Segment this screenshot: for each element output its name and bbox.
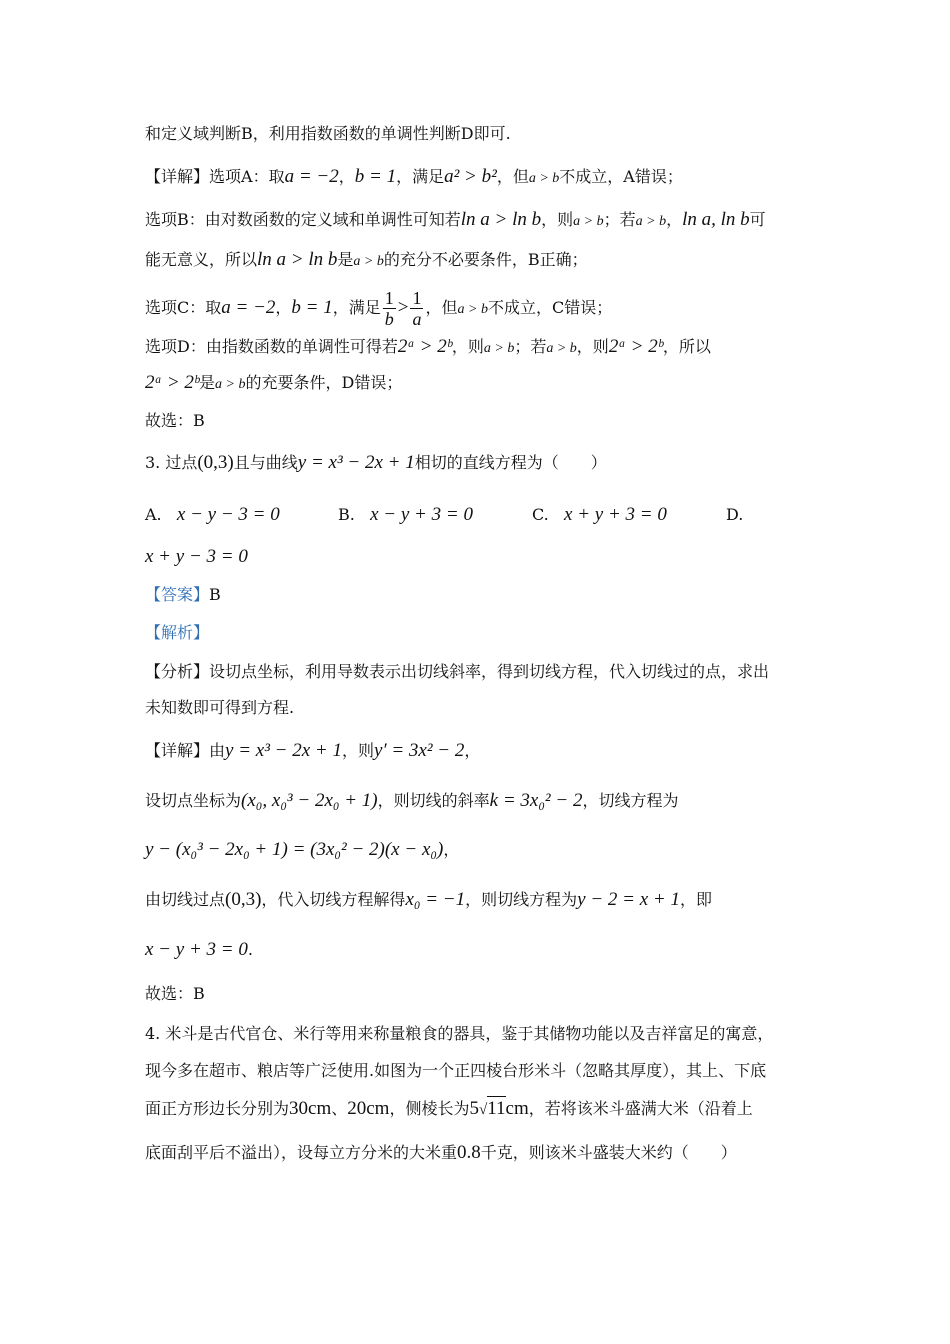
fraction: $\frac{1}{a}$ xyxy=(412,288,422,329)
text-line: 未知数即可得到方程. xyxy=(145,698,295,717)
text-line: y − (x₀³ − 2x₀ + 1) = (3x₀² − 2)(x − x₀)， xyxy=(145,839,460,860)
option-d-value: x + y − 3 = 0 xyxy=(145,546,248,567)
text-line: 能无意义，所以ln a > ln b是a > b的充分不必要条件，B正确； xyxy=(145,249,588,270)
text-line: 面正方形边长分别为30cm、20cm，侧棱长为5√11cm，若将该米斗盛满大米（沿着上 xyxy=(145,1098,753,1119)
text-line: 【详解】选项A：取a = −2，b = 1，满足a² > b²，但a > b不成立，A错误； xyxy=(145,166,683,187)
analysis-tag: 【解析】 xyxy=(145,623,210,642)
option-a: A. x − y − 3 = 0 xyxy=(145,504,280,525)
text-line: 选项B：由对数函数的定义域和单调性可知若ln a > ln b，则a > b；若a > b，ln a, ln b可 xyxy=(145,209,766,230)
option-b: B. x − y + 3 = 0 xyxy=(338,504,473,525)
text-line: 设切点坐标为(x₀, x₀³ − 2x₀ + 1)，则切线的斜率k = 3x₀² − 2，切线方程为 xyxy=(145,790,679,811)
text-line: 【分析】设切点坐标，利用导数表示出切线斜率，得到切线方程，代入切线过的点，求出 xyxy=(145,662,770,681)
text-line: 底面刮平后不溢出），设每立方分米的大米重0.8千克，则该米斗盛装大米约（ ） xyxy=(145,1142,737,1163)
answer-line: 【答案】B xyxy=(145,585,221,604)
text-line: 故选：B xyxy=(145,984,205,1003)
text-line: x − y + 3 = 0. xyxy=(145,939,253,960)
text-line: 【详解】由y = x³ − 2x + 1，则y′ = 3x² − 2， xyxy=(145,740,481,761)
fraction: $\frac{1}{b}$ xyxy=(384,288,394,329)
text-line: 选项C：取a = −2，b = 1，满足 $\frac{1}{b}$ > $\frac{1}{a}$ ，但a > b不成立，C错误； xyxy=(145,288,613,329)
option-c: C. x + y + 3 = 0 xyxy=(532,504,667,525)
question-3: 3. 过点(0,3)且与曲线y = x³ − 2x + 1相切的直线方程为（ ） xyxy=(145,452,607,473)
text-line: 现今多在超市、粮店等广泛使用.如图为一个正四棱台形米斗（忽略其厚度），其上、下底 xyxy=(145,1061,767,1080)
text-line: 选项D：由指数函数的单调性可得若2ᵃ > 2ᵇ，则a > b；若a > b，则2ᵃ > 2ᵇ，所以 xyxy=(145,336,711,357)
text-line: 2ᵃ > 2ᵇ是a > b的充要条件，D错误； xyxy=(145,372,403,393)
option-d: D. xyxy=(726,505,744,524)
question-4: 4. 米斗是古代官仓、米行等用来称量粮食的器具，鉴于其储物功能以及吉祥富足的寓意， xyxy=(145,1024,774,1043)
text-line: 故选：B xyxy=(145,411,205,430)
text-line: 由切线过点(0,3)，代入切线方程解得x₀ = −1，则切线方程为y − 2 = x + 1，即 xyxy=(145,889,712,910)
text-line: 和定义域判断B，利用指数函数的单调性判断D即可. xyxy=(145,124,511,143)
